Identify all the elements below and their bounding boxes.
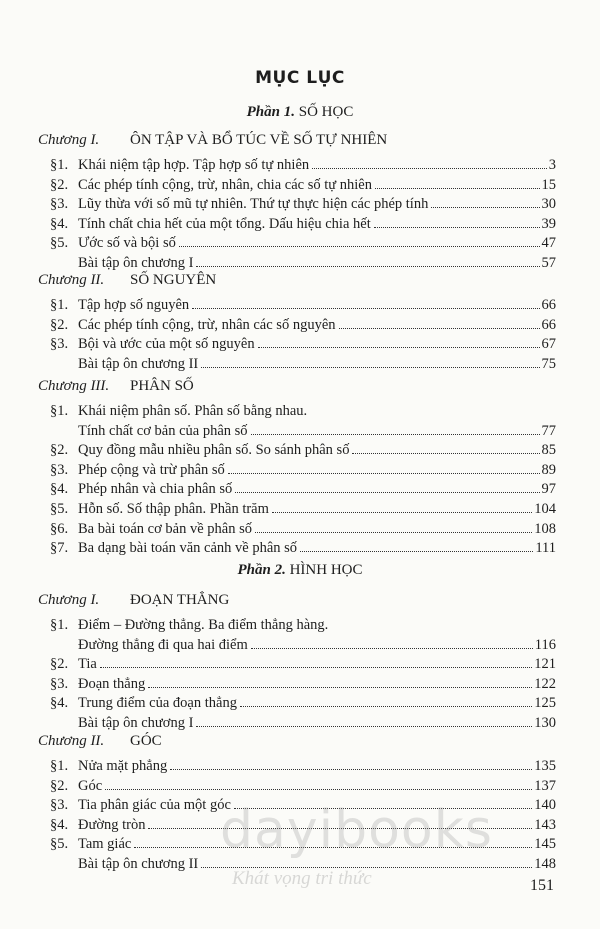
entry-line <box>78 694 556 713</box>
entry-page: 121 <box>534 656 556 673</box>
dot-leader <box>105 789 532 790</box>
chapter-name: GÓC <box>130 733 162 749</box>
dot-leader <box>170 769 532 770</box>
dot-leader <box>192 308 539 309</box>
entry-title: Bài tập ôn chương I <box>78 715 194 731</box>
dot-leader <box>272 512 532 513</box>
dot-leader <box>374 227 540 228</box>
toc-entry[interactable] <box>50 539 556 558</box>
entry-line <box>78 655 556 674</box>
entry-page: 77 <box>541 422 556 439</box>
toc-entry[interactable] <box>50 176 556 195</box>
entry-title: Hỗn số. Số thập phân. Phần trăm <box>78 501 269 517</box>
entry-line <box>78 539 556 558</box>
dot-leader <box>240 706 532 707</box>
chapter-heading <box>38 733 162 750</box>
entry-page: 140 <box>534 797 556 814</box>
entry-page: 47 <box>541 235 556 252</box>
part2-heading <box>0 562 600 579</box>
entry-line <box>78 675 556 694</box>
toc-entry[interactable] <box>50 675 556 694</box>
entry-page: 116 <box>534 636 556 653</box>
entry-line <box>78 195 556 214</box>
entry-title: Phép cộng và trừ phân số <box>78 461 225 478</box>
dot-leader <box>179 246 540 247</box>
entry-title: Các phép tính cộng, trừ, nhân, chia các số tự nhiên <box>78 176 372 193</box>
entry-title: Nửa mặt phẳng <box>78 758 168 774</box>
part-name: SỐ HỌC <box>298 104 354 120</box>
entry-page: 3 <box>548 157 556 173</box>
section-number: §1. <box>50 297 69 313</box>
part-label: Phần 2. <box>237 562 286 578</box>
entry-line <box>78 355 556 374</box>
entry-line <box>78 316 556 335</box>
toc-entry[interactable] <box>50 422 556 441</box>
toc-entry[interactable] <box>50 500 556 519</box>
entry-page: 122 <box>534 675 556 692</box>
entry-page: 148 <box>534 856 556 872</box>
toc-entry[interactable] <box>50 296 556 315</box>
entry-line <box>78 714 556 733</box>
toc-entry[interactable] <box>50 355 556 374</box>
entry-page: 30 <box>541 196 556 213</box>
entry-page: 89 <box>541 461 556 478</box>
entry-title: Khái niệm phân số. Phân số bằng nhau. <box>78 403 308 419</box>
page-title: MỤC LỤC <box>255 68 345 88</box>
dot-leader <box>228 473 540 474</box>
entry-page: 67 <box>541 336 556 353</box>
dot-leader <box>255 532 532 533</box>
toc-entry[interactable] <box>50 254 556 273</box>
section-number: §3. <box>50 336 69 353</box>
section-number: §1. <box>50 403 69 419</box>
toc-entry[interactable] <box>50 441 556 460</box>
section-number: §1. <box>50 617 69 633</box>
entry-page: 130 <box>534 715 556 731</box>
entry-page: 108 <box>534 520 556 537</box>
entry-title: Tia phân giác của một góc <box>78 797 231 814</box>
section-number: §4. <box>50 215 69 232</box>
part-label: Phần 1. <box>246 104 295 120</box>
toc-entry[interactable] <box>50 694 556 713</box>
entry-title: Khái niệm tập hợp. Tập hợp số tự nhiên <box>78 157 310 173</box>
entry-title: Điểm – Đường thẳng. Ba điểm thẳng hàng. <box>78 617 329 633</box>
toc-entry[interactable] <box>50 156 556 175</box>
entry-title: Trung điểm của đoạn thẳng <box>78 695 237 712</box>
chapter-heading <box>38 132 387 149</box>
dot-leader <box>375 188 540 189</box>
entry-title: Tính chất cơ bản của phân số <box>78 422 248 439</box>
entry-line <box>78 461 556 480</box>
section-number: §5. <box>50 235 69 252</box>
toc-entry[interactable] <box>50 461 556 480</box>
entry-page: 75 <box>541 355 556 372</box>
toc-entry[interactable] <box>50 714 556 733</box>
watermark-brand: dayibooks <box>220 800 493 860</box>
entry-title: Ba bài toán cơ bản về phân số <box>78 520 252 537</box>
entry-title: Góc <box>78 777 103 794</box>
dot-leader <box>201 367 539 368</box>
section-number: §2. <box>50 316 69 333</box>
section-number: §4. <box>50 695 69 712</box>
chapter-heading <box>38 378 194 395</box>
chapter-heading <box>38 592 229 609</box>
section-number: §2. <box>50 777 69 794</box>
dot-leader <box>148 687 532 688</box>
watermark-slogan: Khát vọng tri thức <box>232 868 372 889</box>
section-number: §4. <box>50 481 69 498</box>
section-number: §7. <box>50 540 69 557</box>
dot-leader <box>235 492 539 493</box>
toc-entry[interactable] <box>50 402 556 421</box>
dot-leader <box>196 266 539 267</box>
entry-title: Bài tập ôn chương II <box>78 355 199 372</box>
toc-entry[interactable] <box>50 636 556 655</box>
entry-line <box>78 156 556 175</box>
chapter-label: Chương II. <box>38 272 105 288</box>
dot-leader <box>251 434 540 435</box>
entry-title: Quy đồng mẫu nhiều phân số. So sánh phân số <box>78 442 350 459</box>
toc-entry[interactable] <box>50 655 556 674</box>
section-number: §3. <box>50 461 69 478</box>
toc-entry[interactable] <box>50 616 556 635</box>
entry-page: 145 <box>534 836 556 853</box>
toc-entry[interactable] <box>50 757 556 776</box>
dot-leader <box>339 328 540 329</box>
entry-title: Các phép tính cộng, trừ, nhân các số nguyên <box>78 316 336 333</box>
entry-line <box>78 335 556 354</box>
entry-page: 97 <box>541 481 556 498</box>
entry-title: Lũy thừa với số mũ tự nhiên. Thứ tự thực hiện các phép tính <box>78 196 429 213</box>
section-number: §2. <box>50 656 69 673</box>
entry-title: Tam giác <box>78 836 132 853</box>
entry-page: 39 <box>541 215 556 232</box>
section-number: §5. <box>50 836 69 853</box>
entry-line <box>78 215 556 234</box>
entry-line <box>78 441 556 460</box>
section-number: §2. <box>50 442 69 459</box>
entry-page: 135 <box>534 758 556 774</box>
section-number: §1. <box>50 157 69 173</box>
dot-leader <box>431 207 539 208</box>
entry-page: 111 <box>535 540 556 557</box>
toc-entry[interactable] <box>50 316 556 335</box>
entry-line <box>78 636 556 655</box>
chapter-heading <box>38 272 216 289</box>
toc-entry[interactable] <box>50 480 556 499</box>
chapter-label: Chương II. <box>38 733 105 749</box>
dot-leader <box>300 551 533 552</box>
entry-title: Bội và ước của một số nguyên <box>78 336 255 353</box>
entry-title: Ước số và bội số <box>78 235 176 252</box>
toc-entry[interactable] <box>50 520 556 539</box>
chapter-name: ÔN TẬP VÀ BỔ TÚC VỀ SỐ TỰ NHIÊN <box>130 132 388 148</box>
toc-entry[interactable] <box>50 234 556 253</box>
entry-line <box>78 520 556 539</box>
part-name: HÌNH HỌC <box>289 562 363 578</box>
entry-page: 104 <box>534 501 556 517</box>
entry-page: 125 <box>534 695 556 712</box>
entry-page: 57 <box>541 255 556 271</box>
section-number: §3. <box>50 675 69 692</box>
entry-title: Tập hợp số nguyên <box>78 297 190 313</box>
section-number: §4. <box>50 816 69 833</box>
chapter-name: SỐ NGUYÊN <box>130 272 217 288</box>
entry-page: 66 <box>541 316 556 333</box>
section-number: §5. <box>50 501 69 517</box>
dot-leader <box>312 168 547 169</box>
toc-entry[interactable] <box>50 215 556 234</box>
section-number: §1. <box>50 758 69 774</box>
entry-title: Ba dạng bài toán văn cảnh về phân số <box>78 540 298 557</box>
dot-leader <box>100 667 532 668</box>
entry-title: Bài tập ôn chương I <box>78 255 194 271</box>
entry-line <box>78 422 556 441</box>
dot-leader <box>196 726 532 727</box>
toc-entry[interactable] <box>50 195 556 214</box>
entry-page: 66 <box>541 297 556 313</box>
toc-entry[interactable] <box>50 335 556 354</box>
chapter-label: Chương I. <box>38 132 100 148</box>
entry-line <box>78 234 556 253</box>
dot-leader <box>251 648 533 649</box>
entry-line <box>78 254 556 273</box>
part1-heading <box>0 104 600 121</box>
chapter-label: Chương I. <box>38 592 100 608</box>
entry-line <box>78 480 556 499</box>
entry-line <box>78 176 556 195</box>
entry-title: Tính chất chia hết của một tổng. Dấu hiệu chia hết <box>78 215 371 232</box>
entry-line <box>78 296 556 315</box>
entry-line <box>78 777 556 796</box>
entry-title: Phép nhân và chia phân số <box>78 481 233 498</box>
entry-page: 15 <box>541 176 556 193</box>
entry-line <box>78 757 556 776</box>
section-number: §3. <box>50 196 69 213</box>
chapter-label: Chương III. <box>38 378 110 394</box>
page-number: 151 <box>530 877 554 894</box>
entry-title: Đoạn thẳng <box>78 675 146 692</box>
entry-title: Bài tập ôn chương II <box>78 856 199 872</box>
section-number: §3. <box>50 797 69 814</box>
section-number: §2. <box>50 176 69 193</box>
chapter-name: PHÂN SỐ <box>130 378 194 394</box>
section-number: §6. <box>50 520 69 537</box>
entry-page: 143 <box>534 816 556 833</box>
entry-title: Đường thẳng đi qua hai điểm <box>78 636 248 653</box>
entry-title: Tia <box>78 656 97 673</box>
toc-entry[interactable] <box>50 777 556 796</box>
dot-leader <box>352 453 539 454</box>
chapter-name: ĐOẠN THẲNG <box>130 592 230 608</box>
entry-page: 85 <box>541 442 556 459</box>
dot-leader <box>258 347 540 348</box>
entry-title: Đường tròn <box>78 816 146 833</box>
entry-line <box>78 500 556 519</box>
entry-page: 137 <box>534 777 556 794</box>
